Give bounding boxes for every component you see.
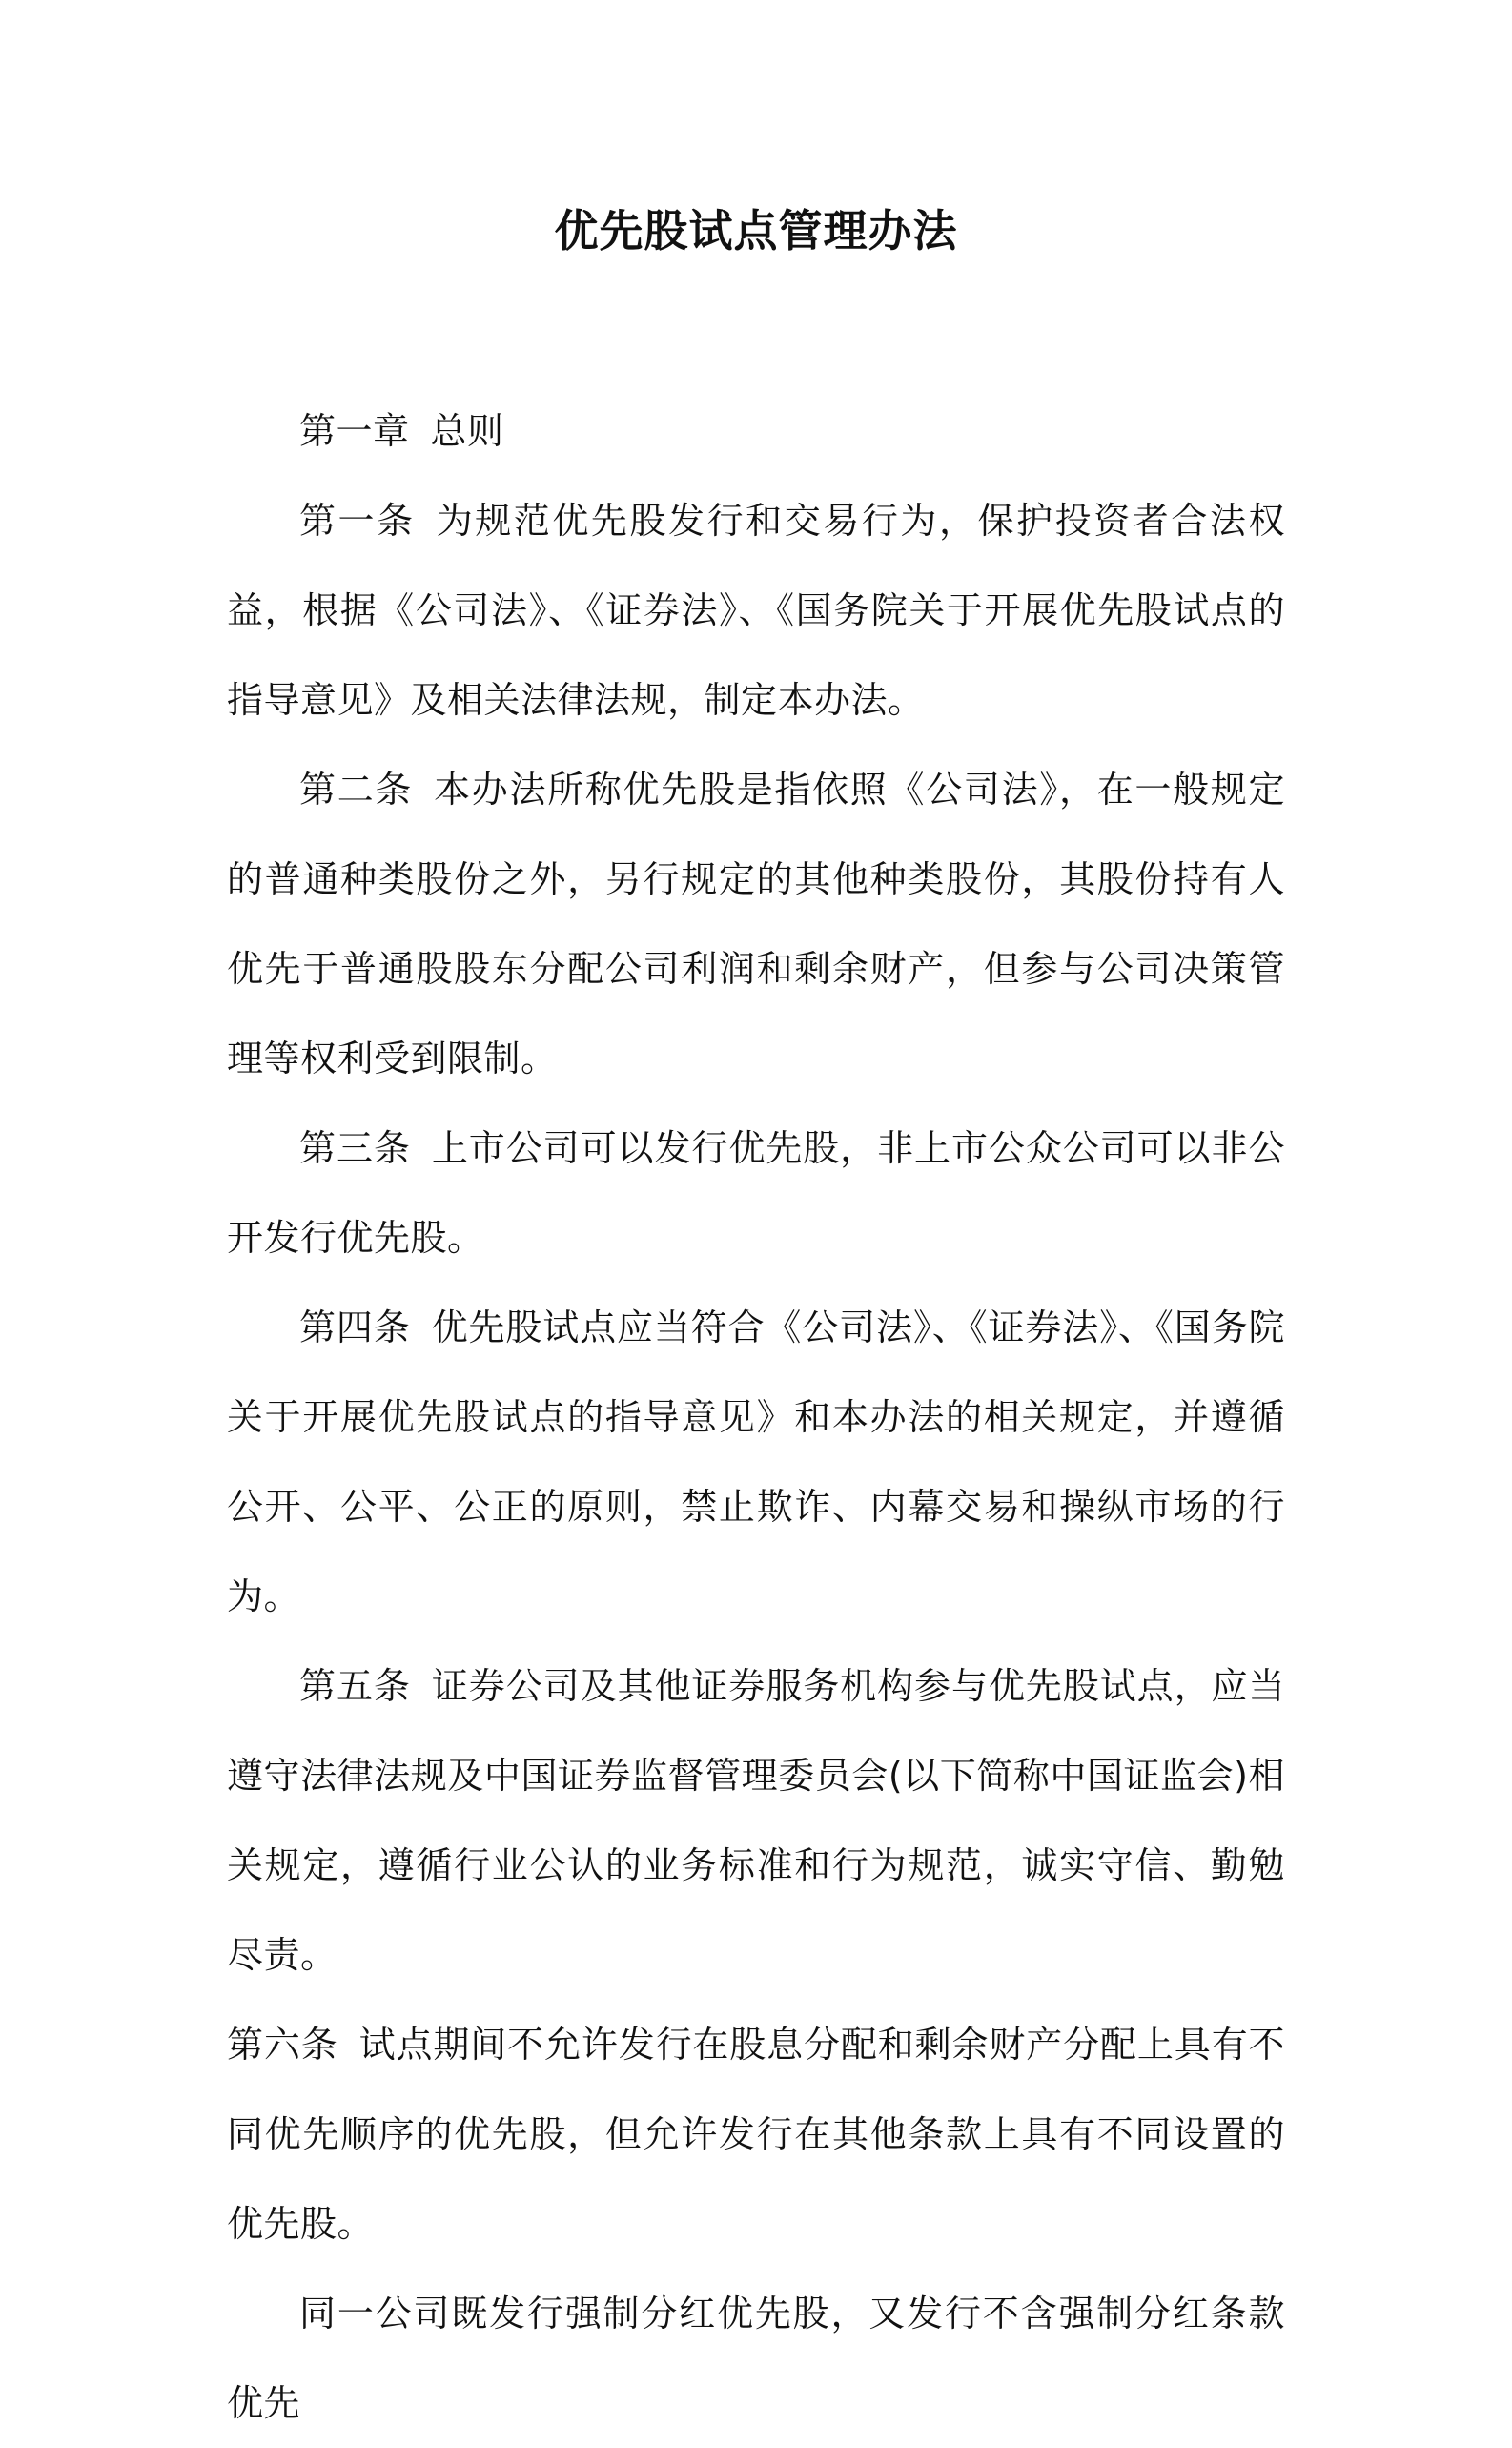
article-label: 第二条 <box>299 769 414 811</box>
article-label: 第五条 <box>299 1665 411 1707</box>
article-text: 上市公司可以发行优先股，非上市公众公司可以非公开发行优先股。 <box>227 1127 1285 1259</box>
article-text: 证券公司及其他证券服务机构参与优先股试点，应当遵守法律法规及中国证券监督管理委员会(以下简称中国证监会)相关规定，遵循行业公认的业务标准和行为规范，诚实守信、勤勉尽责。 <box>227 1665 1285 1976</box>
article-6 <box>227 2000 1285 2269</box>
article-text: 为规范优先股发行和交易行为，保护投资者合法权益，根据《公司法》、《证券法》、《国务院关于开展优先股试点的指导意见》及相关法律法规，制定本办法。 <box>227 500 1285 721</box>
chapter-name: 总则 <box>430 410 504 452</box>
continuation-paragraph: 同一公司既发行强制分红优先股，又发行不含强制分红条款优先 <box>227 2293 1285 2424</box>
article-text: 本办法所称优先股是指依照《公司法》，在一般规定的普通种类股份之外，另行规定的其他种类股份，其股份持有人优先于普通股股东分配公司利润和剩余财产，但参与公司决策管理等权利受到限制。 <box>227 769 1285 1080</box>
article-text: 优先股试点应当符合《公司法》、《证券法》、《国务院关于开展优先股试点的指导意见》和本办法的相关规定，并遵循公开、公平、公正的原则，禁止欺诈、内幕交易和操纵市场的行为。 <box>227 1306 1285 1617</box>
article-label: 第四条 <box>299 1306 411 1348</box>
article-label: 第一条 <box>299 500 416 542</box>
article-text: 试点期间不允许发行在股息分配和剩余财产分配上具有不同优先顺序的优先股，但允许发行在其他条款上具有不同设置的优先股。 <box>227 2024 1285 2245</box>
article-4 <box>227 1283 1285 1641</box>
article-5 <box>227 1641 1285 2000</box>
article-label: 第三条 <box>299 1127 411 1169</box>
article-2 <box>227 745 1285 1103</box>
article-label: 第六条 <box>227 2024 338 2066</box>
article-3 <box>227 1103 1285 1283</box>
article-1 <box>227 476 1285 745</box>
document-body <box>227 386 1285 2448</box>
chapter-label: 第一章 <box>299 410 410 452</box>
document-title: 优先股试点管理办法 <box>554 205 958 257</box>
chapter-heading <box>227 386 1285 476</box>
